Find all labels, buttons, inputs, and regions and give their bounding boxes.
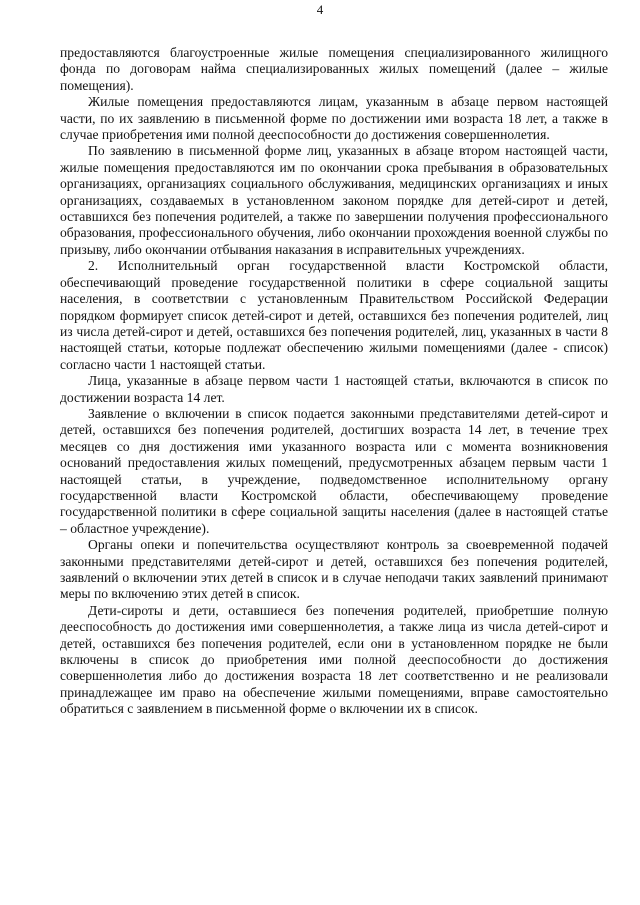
- paragraph-self-application: Дети-сироты и дети, оставшиеся без попечения родителей, приобретшие полную дееспособность до достижения ими совершеннолетия, а также лица из числа детей-сирот и детей, оставшихся без попечения родителей, если они в установленном порядке не были включены в список до приобретения ими полной дееспособности до достижения совершеннолетия либо до достижения возраста 18 лет соответственно и не реализовали принадлежащее им право на обеспечение жилыми помещениями, вправе самостоятельно обратиться с заявлением в письменной форме о включении их в список.: [60, 602, 608, 717]
- paragraph-continuation: предоставляются благоустроенные жилые помещения специализированного жилищного фонда по договорам найма специализированных жилых помещений (далее – жилые помещения).: [60, 45, 608, 93]
- paragraph-application-after-stay: По заявлению в письменной форме лиц, указанных в абзаце втором настоящей части, жилые помещения предоставляются им по окончании срока пребывания в образовательных организациях, организациях социального обслуживания, медицинских организациях и иных организациях, создаваемых в установленном законом порядке для детей-сирот и детей, оставшихся без попечения родителей, а также по завершении получения профессионального образования, профессионального обучения, либо окончании прохождения военной службы по призыву, либо окончании отбывания наказания в исправительных учреждениях.: [60, 143, 608, 257]
- paragraph-residential-premises: Жилые помещения предоставляются лицам, указанным в абзаце первом настоящей части, по их заявлению в письменной форме по достижении ими возраста 18 лет, а также в случае приобретения ими полной дееспособности до достижения совершеннолетия.: [60, 94, 608, 143]
- document-body: [60, 45, 608, 718]
- paragraph-guardianship-control: Органы опеки и попечительства осуществляют контроль за своевременной подачей законными представителями детей-сирот и детей, оставшихся без попечения родителей, заявлений о включении этих детей в список и в случае неподачи таких заявлений принимают меры по включению этих детей в список.: [60, 537, 608, 602]
- paragraph-list-formation: 2. Исполнительный орган государственной власти Костромской области, обеспечивающий проведение государственной политики в сфере социальной защиты населения, в соответствии с установленным Правительством Российской Федерации порядком формирует список детей-сирот и детей, оставшихся без попечения родителей, лиц из числа детей-сирот и детей, оставшихся без попечения родителей, лиц, указанных в части 8 настоящей статьи, которые подлежат обеспечению жилыми помещениями (далее - список) согласно части 1 настоящей статьи.: [60, 258, 608, 372]
- paragraph-inclusion-age: Лица, указанные в абзаце первом части 1 настоящей статьи, включаются в список по достижении возраста 14 лет.: [60, 373, 608, 405]
- page-number: 4: [316, 2, 324, 17]
- paragraph-application-submission: Заявление о включении в список подается законными представителями детей-сирот и детей, оставшихся без попечения родителей, достигших возраста 14 лет, в течение трех месяцев со дня достижения ими указанного возраста или с момента возникновения оснований предоставления жилых помещений, предусмотренных абзацем первым части 1 настоящей статьи, в учреждение, подведомственное исполнительному органу государственной власти Костромской области, обеспечивающему проведение государственной политики в сфере социальной защиты населения (далее в настоящей статье – областное учреждение).: [60, 405, 608, 536]
